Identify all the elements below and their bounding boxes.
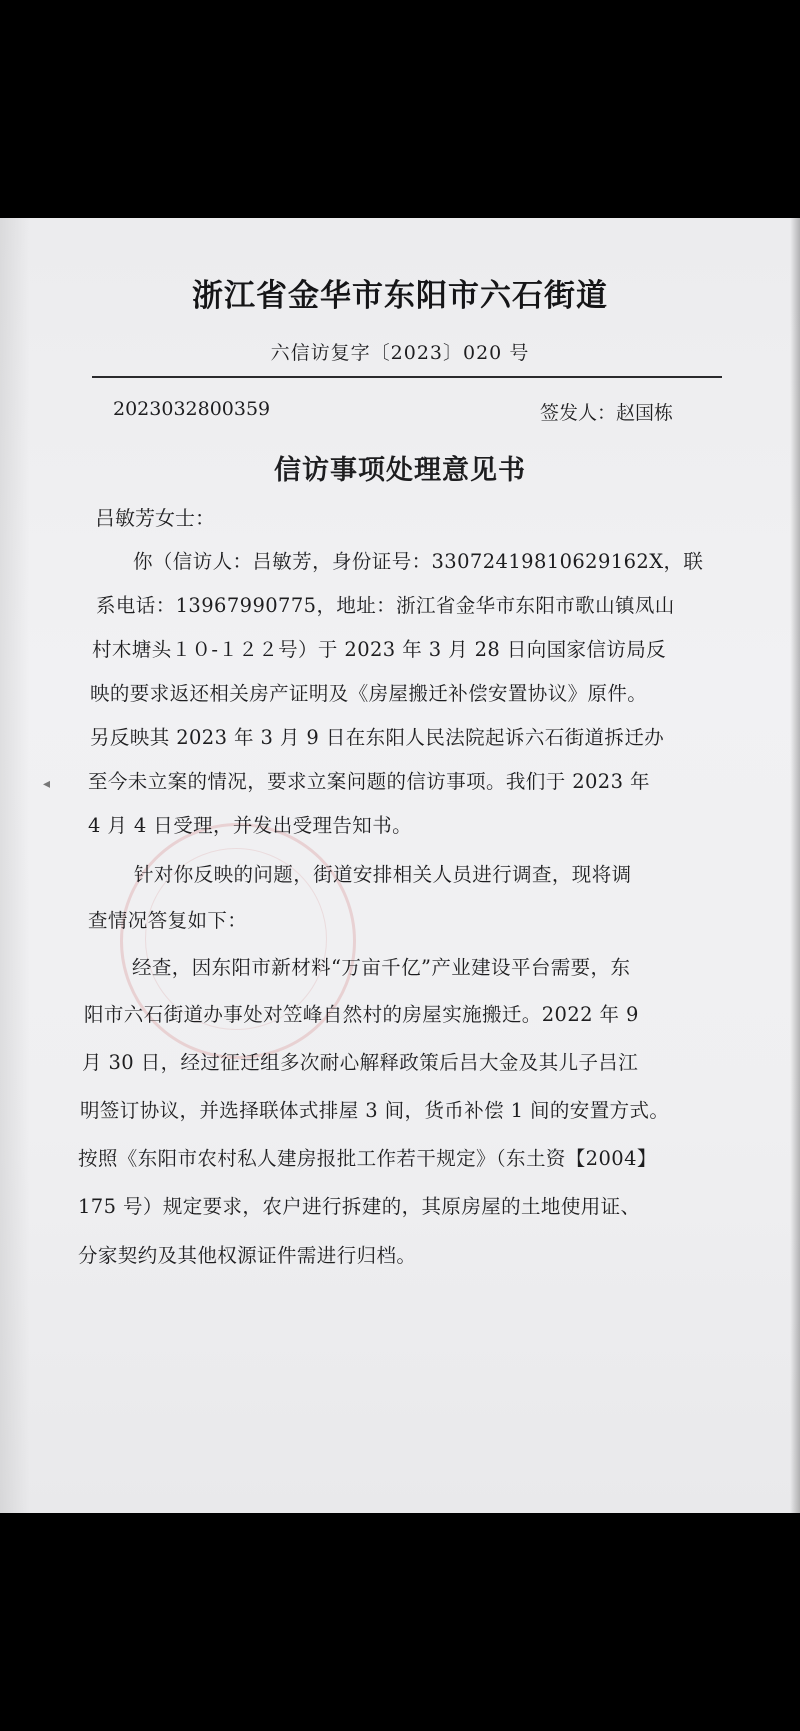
body-line: 另反映其 2023 年 3 月 9 日在东阳人民法院起诉六石街道拆迁办	[90, 726, 665, 749]
body-line: 你（信访人：吕敏芳，身份证号：330724198106291​62X，联	[133, 550, 704, 573]
body-line: 针对你反映的问题，街道安排相关人员进行调查，现将调	[134, 863, 632, 886]
document-page	[0, 218, 800, 1513]
body-line: 按照《东阳市农村私人建房报批工作若干规定》（东土资【2004】	[78, 1147, 657, 1170]
body-line: 阳市六石街道办事处对笠峰自然村的房屋实施搬迁。2022 年 9	[84, 1003, 639, 1026]
body-line: 经查，因东阳市新材料“万亩千亿”产业建设平台需要，东	[132, 956, 631, 979]
document-title: 信访事项处理意见书	[274, 455, 526, 486]
signer: 签发人：赵国栋	[540, 402, 674, 424]
page-shadow	[0, 218, 30, 1513]
body-line: 至今未立案的情况，要求立案问题的信访事项。我们于 2023 年	[88, 770, 650, 793]
issuer-title: 浙江省金华市东阳市六石街道	[192, 278, 608, 314]
margin-mark: ◂	[43, 776, 51, 792]
body-line: 系电话：13967990775，地址：浙江省金华市东阳市歌山镇凤山	[96, 594, 675, 617]
document-number: 六信访复字〔2023〕020 号	[270, 342, 530, 364]
body-line: 4 月 4 日受理，并发出受理告知书。	[88, 814, 413, 837]
body-line: 映的要求返还相关房产证明及《房屋搬迁补偿安置协议》原件。	[90, 682, 648, 705]
body-line: 分家契约及其他权源证件需进行归档。	[78, 1244, 417, 1267]
body-line: 明签订协议，并选择联体式排屋 3 间，货币补偿 1 间的安置方式。	[80, 1099, 670, 1122]
header-divider	[92, 376, 722, 378]
body-line: 175 号）规定要求，农户进行拆建的，其原房屋的土地使用证、	[78, 1195, 641, 1218]
page-edge	[790, 218, 800, 1513]
serial-number: 2023032800359	[113, 398, 271, 420]
body-line: 月 30 日，经过征迁组多次耐心解释政策后吕大金及其儿子吕江	[82, 1051, 639, 1074]
body-line: 查情况答复如下：	[88, 909, 248, 932]
salutation: 吕敏芳女士：	[95, 506, 215, 530]
body-line: 村木塘头１０-１２２号）于 2023 年 3 月 28 日向国家信访局反	[92, 638, 667, 661]
